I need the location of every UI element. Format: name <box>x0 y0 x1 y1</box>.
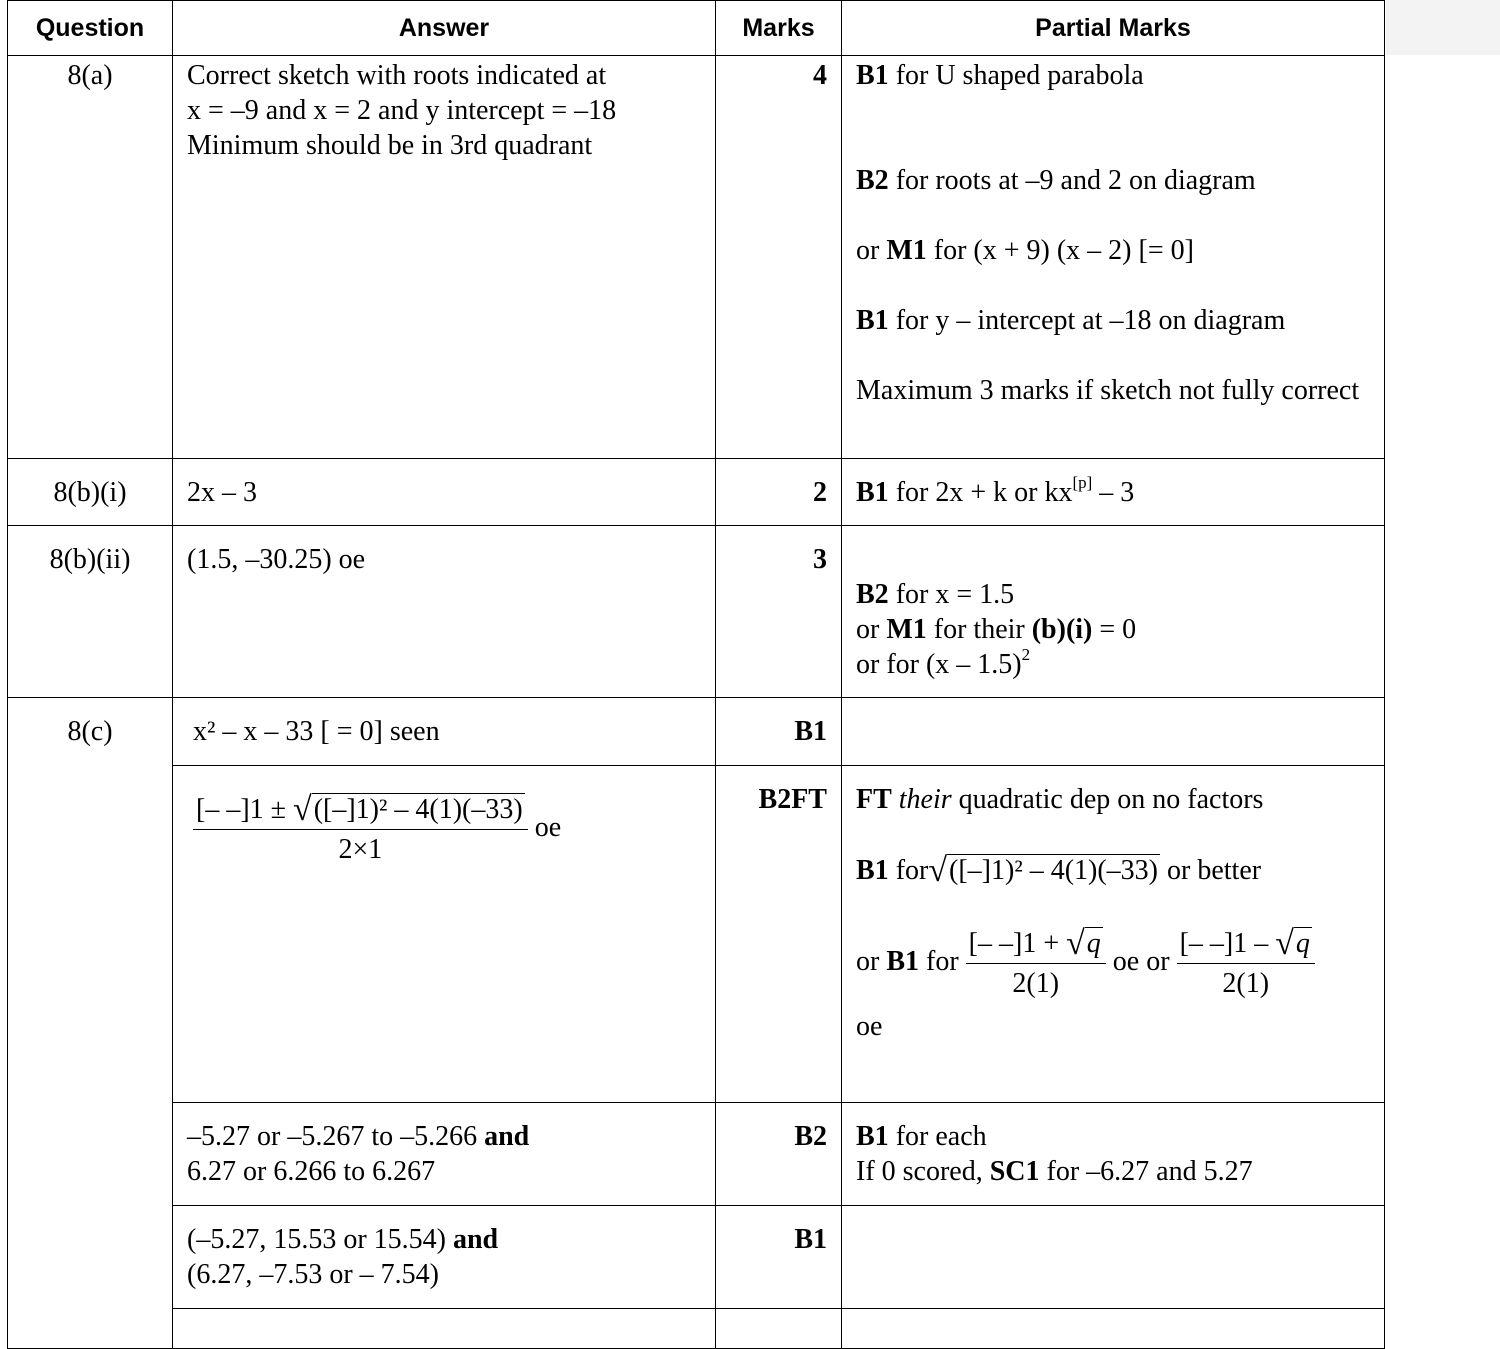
question-8c: 8(c) <box>8 698 173 1349</box>
cell-empty <box>842 1309 1385 1349</box>
partial-line: oe <box>856 1011 883 1042</box>
row-8a <box>8 56 1385 459</box>
answer-8c-2 <box>173 766 716 1103</box>
partial-8bi <box>842 459 1385 526</box>
mark-scheme-table <box>7 0 1385 1349</box>
partial-8c-1 <box>842 698 1385 766</box>
partial-line: B2 for roots at –9 and 2 on diagram <box>856 165 1256 196</box>
quadratic-formula: $\frac{\text{[– –]1 ± √([–]1)² – 4(1)(–33)}}{2\times 1}$ <box>193 792 528 867</box>
partial-8bii <box>842 526 1385 698</box>
partial-line: B1 for each <box>856 1121 987 1152</box>
marks-8bi: 2 <box>716 459 842 526</box>
marks-8a: 4 <box>716 56 842 459</box>
question-8bi: 8(b)(i) <box>8 459 173 526</box>
partial-line: B2 for x = 1.5 <box>856 579 1015 610</box>
answer-line: Minimum should be in 3rd quadrant <box>187 130 593 161</box>
oe-label: oe <box>534 811 562 843</box>
marks-8c-3: B2 <box>716 1103 842 1206</box>
header-partial-marks: Partial Marks <box>842 1 1385 56</box>
row-8c-3 <box>8 1103 1385 1206</box>
partial-8c-3 <box>842 1103 1385 1206</box>
row-8c-1 <box>8 698 1385 766</box>
header-answer: Answer <box>173 1 716 56</box>
partial-line: or M1 for their (b)(i) = 0 <box>856 614 1137 645</box>
answer-8bi: 2x – 3 <box>173 459 716 526</box>
marks-8c-1: B1 <box>716 698 842 766</box>
partial-line: or for (x – 1.5)$^2$ <box>856 645 1031 680</box>
partial-line: Maximum 3 marks if sketch not fully correct <box>856 375 1360 406</box>
question-8bii: 8(b)(ii) <box>8 526 173 698</box>
partial-line: If 0 scored, SC1 for –6.27 and 5.27 <box>856 1156 1253 1187</box>
marks-8c-2: B2FT <box>716 766 842 1103</box>
row-8c-4 <box>8 1206 1385 1309</box>
partial-line: B1 for 2x + k or kx[p] – 3 <box>856 473 1135 508</box>
partial-line: or M1 for (x + 9) (x – 2) [= 0] <box>856 235 1194 266</box>
partial-8c-4 <box>842 1206 1385 1309</box>
row-8c-2 <box>8 766 1385 1103</box>
answer-8bii: (1.5, –30.25) oe <box>173 526 716 698</box>
marks-8c-4: B1 <box>716 1206 842 1309</box>
partial-line: B1 for y – intercept at –18 on diagram <box>856 305 1286 336</box>
partial-8a <box>842 56 1385 459</box>
answer-line: (6.27, –7.53 or – 7.54) <box>187 1259 439 1290</box>
marks-8bii: 3 <box>716 526 842 698</box>
partial-line: B1 for√([–]1)² – 4(1)(–33) or better <box>856 852 1262 889</box>
answer-line: 6.27 or 6.266 to 6.267 <box>187 1156 436 1187</box>
fraction-minus: $\frac{[- -]1 - √q}{2(1)}$ <box>1177 926 1315 1001</box>
answer-line: (–5.27, 15.53 or 15.54) and <box>187 1224 499 1255</box>
row-8bii <box>8 526 1385 698</box>
partial-line: or B1 for $\frac{[- -]1 + √q}{2(1)}$ oe or $\frac{[- -]1 - √q}{2(1)}$ <box>856 926 1378 1001</box>
header-strip <box>1386 0 1500 55</box>
answer-8c-3 <box>173 1103 716 1206</box>
answer-line: –5.27 or –5.267 to –5.266 and <box>187 1121 530 1152</box>
question-8a: 8(a) <box>8 56 173 459</box>
answer-8a <box>173 56 716 459</box>
header-question: Question <box>8 1 173 56</box>
partial-8c-2 <box>842 766 1385 1103</box>
answer-8c-4 <box>173 1206 716 1309</box>
cell-empty <box>173 1309 716 1349</box>
partial-line: B1 for U shaped parabola <box>856 60 1144 91</box>
partial-line: FT their quadratic dep on no factors <box>856 784 1264 815</box>
answer-8c-1: x² – x – 33 [ = 0] seen <box>173 698 716 766</box>
row-8bi <box>8 459 1385 526</box>
row-continued <box>8 1309 1385 1349</box>
answer-line: Correct sketch with roots indicated at <box>187 60 607 91</box>
cell-empty <box>716 1309 842 1349</box>
header-marks: Marks <box>716 1 842 56</box>
header-row <box>8 1 1385 56</box>
answer-line: x = –9 and x = 2 and y intercept = –18 <box>187 95 617 126</box>
fraction-plus: $\frac{[- -]1 + √q}{2(1)}$ <box>966 926 1106 1001</box>
